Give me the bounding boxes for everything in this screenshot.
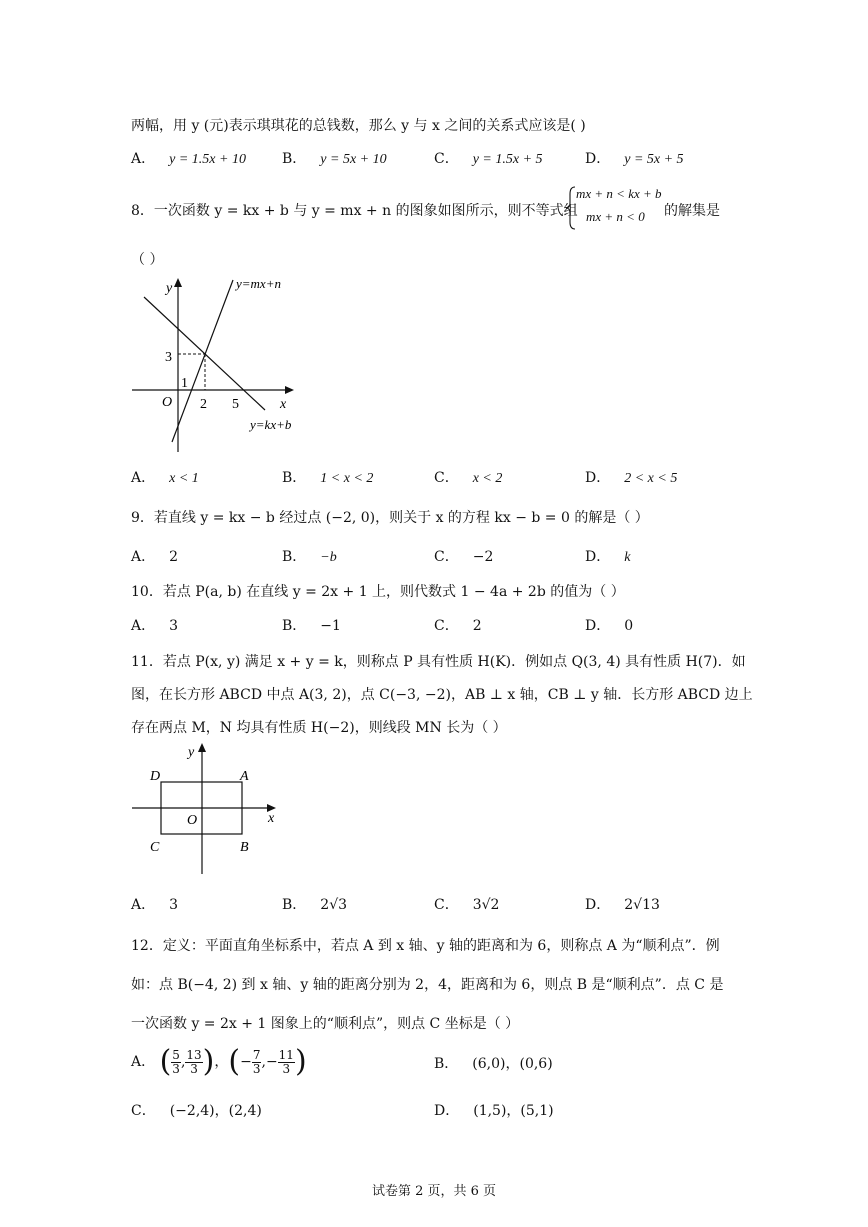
q8-option-c[interactable]	[434, 467, 502, 487]
q10-stem: 10．若点 P(a, b) 在直线 y = 2x + 1 上，则代数式 1 − 4a + 2b 的值为（ ）	[131, 584, 625, 600]
q9-option-d[interactable]	[585, 546, 630, 566]
y-label: y	[166, 281, 173, 296]
option-text: 3	[169, 618, 179, 634]
q7-option-b[interactable]	[282, 148, 387, 168]
paren-open: (	[228, 1044, 241, 1079]
option-text: (6,0)，(0,6)	[472, 1056, 553, 1072]
q8-option-d[interactable]	[585, 467, 677, 487]
option-label: A．	[131, 151, 156, 167]
origin-label: O	[162, 395, 173, 410]
q12-line-2: 如：点 B(−4, 2) 到 x 轴、y 轴的距离分别为 2，4，距离和为 6，则点 B 是“顺利点”．点 C 是	[131, 977, 724, 993]
option-text: −1	[320, 618, 341, 634]
option-label: A．	[131, 549, 156, 565]
option-label: B．	[282, 618, 307, 634]
option-text: 2	[169, 549, 179, 565]
option-text: k	[624, 550, 631, 565]
option-label: B．	[282, 897, 307, 913]
option-label: D．	[434, 1103, 460, 1119]
q9-option-c[interactable]	[434, 546, 493, 566]
paren-open: (	[159, 1044, 172, 1079]
point-b-label: B	[240, 840, 249, 855]
option-text: −2	[472, 549, 494, 565]
option-label: D．	[585, 897, 611, 913]
comma: ，	[214, 1054, 229, 1070]
option-label: D．	[585, 470, 611, 486]
brace-icon	[566, 186, 576, 230]
line-kx-b	[144, 297, 265, 410]
point-c-label: C	[150, 840, 160, 855]
option-label: A．	[131, 470, 156, 486]
option-text: (−2,4)，(2,4)	[169, 1103, 262, 1119]
option-label: D．	[585, 151, 611, 167]
option-text: (1,5)，(5,1)	[473, 1103, 554, 1119]
q12-line-3: 一次函数 y = 2x + 1 图象上的“顺利点”，则点 C 坐标是（ ）	[131, 1016, 520, 1032]
option-label: D．	[585, 549, 611, 565]
line1-label: y=mx+n	[236, 276, 281, 291]
q9-stem: 9．若直线 y = kx − b 经过点 (−2, 0)，则关于 x 的方程 kx − b = 0 的解是（ ）	[131, 510, 649, 526]
q10-option-b[interactable]	[282, 615, 341, 635]
page-footer: 试卷第 2 页，共 6 页	[371, 1184, 497, 1199]
option-text: y = 1.5x + 5	[472, 152, 543, 167]
option-label: C．	[434, 897, 459, 913]
q8-option-a[interactable]	[131, 467, 199, 487]
q9-option-b[interactable]	[282, 546, 337, 566]
q7-option-d[interactable]	[585, 148, 684, 168]
q7-stem: 两幅，用 y (元)表示琪琪花的总钱数，那么 y 与 x 之间的关系式应该是( )	[131, 118, 586, 134]
option-label: B．	[282, 151, 307, 167]
q10-option-c[interactable]	[434, 615, 482, 635]
tick-3: 3	[165, 350, 172, 365]
option-label: A．	[131, 618, 156, 634]
q11-graph	[128, 738, 288, 878]
option-text: 3	[169, 897, 179, 913]
option-text: 3√2	[472, 897, 500, 913]
q8-stem-b: 的解集是	[664, 203, 720, 219]
q11-line-2: 图，在长方形 ABCD 中点 A(3, 2)，点 C(−3, −2)，AB ⊥ x 轴，CB ⊥ y 轴．长方形 ABCD 边上	[131, 687, 753, 703]
q11-option-c[interactable]	[434, 894, 499, 914]
q8-option-b[interactable]	[282, 467, 373, 487]
q12-line-1: 12．定义：平面直角坐标系中，若点 A 到 x 轴、y 轴的距离和为 6，则称点 A 为“顺利点”．例	[131, 938, 720, 954]
option-label: C．	[131, 1103, 156, 1119]
q10-option-a[interactable]	[131, 615, 178, 635]
option-text: x < 1	[169, 471, 199, 486]
option-label: C．	[434, 618, 459, 634]
option-text: 2 < x < 5	[624, 471, 678, 486]
q7-option-a[interactable]	[131, 148, 246, 168]
q8-inequality-system	[566, 186, 671, 230]
tick-2: 2	[200, 397, 207, 412]
paren-close: )	[294, 1044, 307, 1079]
option-label: A．	[131, 1054, 156, 1070]
q11-option-b[interactable]	[282, 894, 347, 914]
q11-line-3: 存在两点 M，N 均具有性质 H(−2)，则线段 MN 长为（ ）	[131, 720, 507, 736]
option-label: B．	[282, 549, 307, 565]
option-text: y = 5x + 10	[320, 152, 387, 167]
fraction-7-3: $\frac{7}{3}$	[252, 1047, 261, 1076]
q8-stem-a: 8．一次函数 y = kx + b 与 y = mx + n 的图象如图所示，则不等式组	[131, 203, 578, 219]
option-text: x < 2	[472, 471, 503, 486]
fraction-13-3: $\frac{13}{3}$	[186, 1047, 202, 1076]
system-line-2: mx + n < 0	[586, 209, 645, 224]
option-text: 0	[624, 618, 634, 634]
paren-close: )	[202, 1044, 215, 1079]
y-axis-arrow-icon	[174, 278, 182, 287]
option-text: 2√3	[320, 897, 348, 913]
q10-option-d[interactable]	[585, 615, 633, 635]
q12-option-a[interactable]: A． ( $\frac{5}{3}$ , $\frac{13}{3}$ )，(− $\frac{7}{3}$ ,− $\frac{11}{3}$ )	[131, 1044, 307, 1079]
system-line-1: mx + n < kx + b	[576, 186, 662, 201]
option-label: B．	[434, 1056, 459, 1072]
line-mx-n	[172, 280, 233, 442]
option-label: C．	[434, 549, 459, 565]
option-text: −b	[320, 550, 337, 565]
option-label: B．	[282, 470, 307, 486]
fraction-5-3: $\frac{5}{3}$	[172, 1047, 180, 1076]
minus: −	[240, 1054, 252, 1070]
x-label: x	[268, 811, 275, 826]
q11-option-d[interactable]	[585, 894, 660, 914]
y-label: y	[188, 745, 195, 760]
option-label: C．	[434, 151, 459, 167]
q8-graph	[128, 272, 318, 457]
x-axis-arrow-icon	[285, 386, 294, 394]
tick-1: 1	[181, 376, 188, 391]
q12-option-d[interactable]	[434, 1100, 554, 1120]
option-text: y = 1.5x + 10	[169, 152, 246, 167]
line2-label: y=kx+b	[250, 417, 292, 432]
option-text: y = 5x + 5	[624, 152, 684, 167]
tick-5: 5	[232, 397, 239, 412]
q7-option-c[interactable]	[434, 148, 543, 168]
q12-option-c[interactable]	[131, 1100, 262, 1120]
q9-option-a[interactable]	[131, 546, 178, 566]
q11-line-1: 11．若点 P(x, y) 满足 x + y = k，则称点 P 具有性质 H(K)．例如点 Q(3, 4) 具有性质 H(7)．如	[131, 654, 746, 670]
option-text: 2√13	[624, 897, 660, 913]
minus: −	[265, 1054, 278, 1070]
option-text: 2	[472, 618, 482, 634]
origin-label: O	[187, 813, 198, 828]
option-label: A．	[131, 897, 156, 913]
y-axis-arrow-icon	[198, 743, 206, 752]
q12-option-b[interactable]	[434, 1053, 553, 1073]
q11-option-a[interactable]	[131, 894, 178, 914]
point-d-label: D	[150, 769, 161, 784]
q8-answer-paren: （ ）	[131, 252, 164, 268]
fraction-11-3: $\frac{11}{3}$	[278, 1047, 294, 1076]
option-label: C．	[434, 470, 459, 486]
option-text: 1 < x < 2	[320, 471, 374, 486]
x-label: x	[280, 397, 287, 412]
option-label: D．	[585, 618, 611, 634]
point-a-label: A	[240, 769, 249, 784]
